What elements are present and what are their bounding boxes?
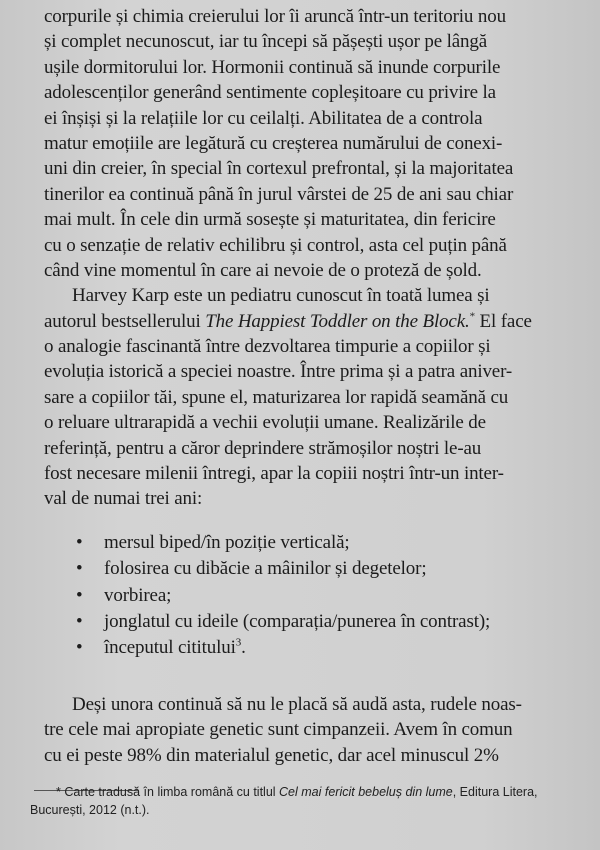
text-line: referință, pentru a căror deprindere strămoșilor noștri le-au <box>44 437 482 459</box>
milestones-list <box>44 530 560 662</box>
list-item <box>44 583 560 609</box>
text-line: cu ei peste 98% din materialul genetic, dar acel minuscul 2% <box>44 744 499 766</box>
text-line: corpurile și chimia creierului lor îi aruncă într-un teritoriu nou <box>44 6 506 27</box>
text-line: Harvey Karp este un pediatru cunoscut în toată lumea și <box>72 285 490 307</box>
list-item <box>44 635 560 661</box>
text-span: , Editura Litera, <box>452 785 538 799</box>
footnote-line <box>30 783 560 801</box>
text-line: mai mult. În cele din urmă sosește și maturitatea, din fericire <box>44 209 496 231</box>
text-line: tinerilor ea continuă până în jurul vârstei de 25 de ani sau chiar <box>44 183 514 205</box>
text-line: uni din creier, în special în cortexul prefrontal, și la majoritatea <box>44 158 514 180</box>
paragraph-1 <box>44 4 560 283</box>
text-line: o analogie fascinantă între dezvoltarea timpurie a copiilor și <box>44 336 491 358</box>
translated-title: Cel mai fericit bebeluș din lume <box>279 785 453 799</box>
paragraph-2 <box>44 283 560 512</box>
endnote-marker: 3 <box>235 637 242 650</box>
text-line: adolescenților generând sentimente copleșitoare cu privire la <box>44 82 496 104</box>
text-span: autorul bestsellerului <box>44 310 206 332</box>
text-line: tre cele mai apropiate genetic sunt cimpanzeii. Avem în comun <box>44 719 513 741</box>
list-item-text: începutul cititului <box>104 637 236 659</box>
text-line: cu o senzație de relativ echilibru și control, asta cel puțin până <box>44 234 507 256</box>
text-span: El face <box>474 310 532 332</box>
list-item-text: folosirea cu dibăcie a mâinilor și degetelor; <box>104 558 427 580</box>
list-item-text: vorbirea; <box>104 584 172 606</box>
text-line: evoluția istorică a speciei noastre. Între prima și a patra aniver- <box>44 361 513 383</box>
text-span: Carte tradusă în limba română cu titlul <box>60 785 280 799</box>
text-line: ușile dormitorului lor. Hormonii continuă să inunde corpurile <box>44 56 501 78</box>
text-line: când vine momentul în care ai nevoie de o proteză de șold. <box>44 259 482 281</box>
text-line-with-title <box>44 309 560 334</box>
footnote-marker: * <box>56 785 61 799</box>
text-line: matur emoțiile are legătură cu creșterea numărului de conexi- <box>44 132 503 154</box>
footnote-line: București, 2012 (n.t.). <box>30 803 150 817</box>
list-item <box>44 556 560 582</box>
list-item <box>44 530 560 556</box>
text-line: fost necesare milenii întregi, apar la copiii noștri într-un inter- <box>44 463 504 485</box>
paragraph-3 <box>44 692 560 768</box>
footnote <box>30 783 560 819</box>
text-line: Deși unora continuă să nu le placă să audă asta, rudele noas- <box>72 693 522 715</box>
list-item-text: jonglatul cu ideile (comparația/punerea în contrast); <box>104 610 491 632</box>
bullet-icon: • <box>76 558 83 580</box>
page-body-text <box>44 4 560 768</box>
bullet-icon: • <box>76 531 83 553</box>
text-line: și complet necunoscut, iar tu începi să pășești ușor pe lângă <box>44 31 488 53</box>
bullet-icon: • <box>76 610 83 632</box>
text-line: sare a copiilor tăi, spune el, maturizarea lor rapidă seamănă cu <box>44 386 509 408</box>
bullet-icon: • <box>76 637 83 659</box>
list-item <box>44 609 560 635</box>
footnote-marker: * <box>469 310 475 323</box>
bullet-icon: • <box>76 584 83 606</box>
list-item-text: mersul biped/în poziție verticală; <box>104 531 350 553</box>
text-line: o reluare ultrarapidă a vechii evoluții umane. Realizările de <box>44 412 486 434</box>
text-line: ei înșiși și la relațiile lor cu ceilalți. Abilitatea de a controla <box>44 107 483 129</box>
text-line: val de numai trei ani: <box>44 488 203 510</box>
book-title: The Happiest Toddler on the Block. <box>205 310 470 332</box>
list-item-suffix: . <box>241 637 246 659</box>
